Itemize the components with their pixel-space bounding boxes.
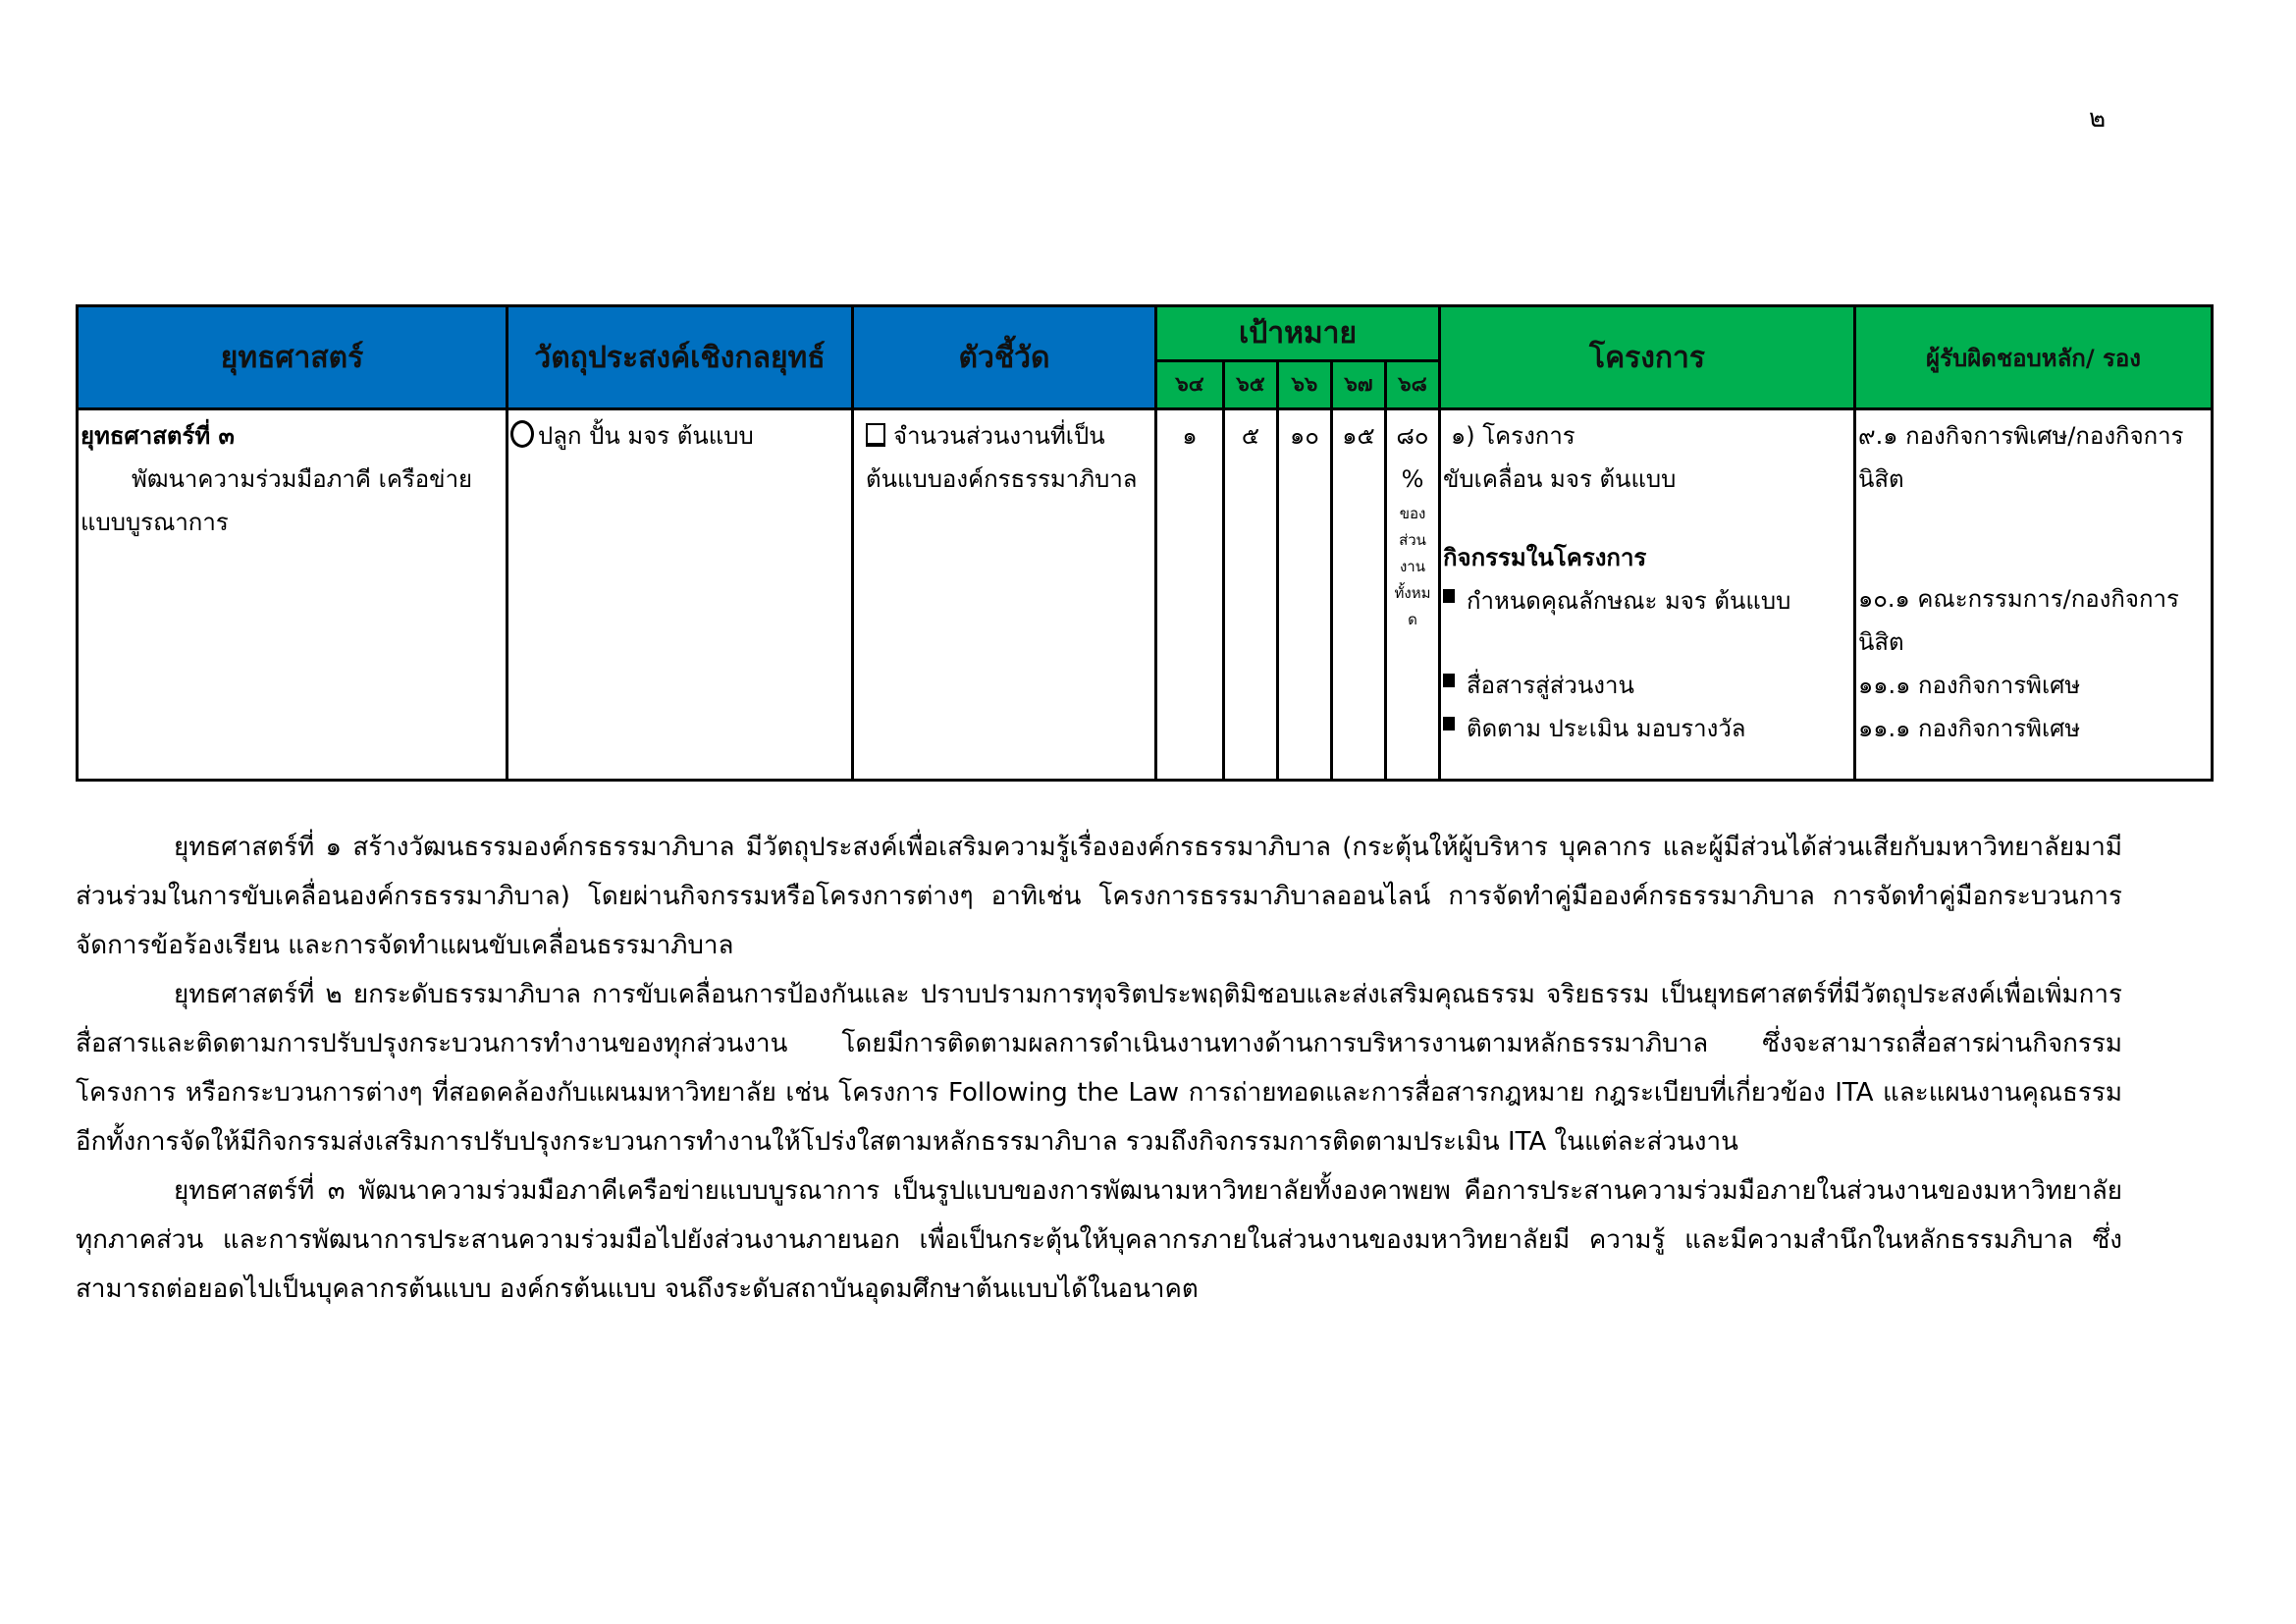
target-note-5: ด	[1408, 611, 1417, 628]
bullet-icon	[1443, 717, 1455, 731]
project-line2: ขับเคลื่อน มจร ต้นแบบ	[1443, 465, 1677, 493]
strategy-table	[76, 304, 2214, 782]
header-year-64: ๖๔	[1156, 360, 1224, 408]
body-text	[76, 823, 2122, 1314]
target-note-4: ทั้งหม	[1394, 584, 1431, 602]
table-row	[78, 409, 2213, 781]
header-strategy: ยุทธศาสตร์	[78, 306, 507, 409]
bullet-icon	[1443, 674, 1455, 687]
target-note-1: ของ	[1399, 505, 1426, 522]
strategy-title: ยุทธศาสตร์ที่ ๓	[80, 422, 235, 450]
activity-item	[1443, 579, 1851, 623]
cell-target-64	[1156, 409, 1224, 781]
cell-responsible	[1855, 409, 2213, 781]
table-header-row	[78, 306, 2213, 361]
activity-label: สื่อสารสู่ส่วนงาน	[1467, 672, 1634, 699]
activity-label: กำหนดคุณลักษณะ มจร ต้นแบบ	[1467, 587, 1791, 615]
responsible-activity-1-line2: นิสิต	[1858, 628, 1904, 656]
cell-strategy	[78, 409, 507, 781]
checkbox-icon	[866, 423, 885, 447]
target-unit: %	[1401, 465, 1424, 493]
responsible-activity-1-line1: ๑๐.๑ คณะกรรมการ/กองกิจการ	[1858, 585, 2179, 613]
objective-text: ปลูก ปั้น มจร ต้นแบบ	[538, 422, 754, 450]
cell-target-66	[1278, 409, 1332, 781]
target-value-68: ๘๐	[1396, 422, 1429, 450]
cell-project	[1440, 409, 1855, 781]
cell-indicator	[853, 409, 1156, 781]
header-year-65: ๖๕	[1224, 360, 1278, 408]
strategy-desc-line2: แบบบูรณาการ	[80, 509, 229, 536]
paragraph-strategy-1: ยุทธศาสตร์ที่ ๑ สร้างวัฒนธรรมองค์กรธรรมาภิบาล มีวัตถุประสงค์เพื่อเสริมความรู้เรื่ององค์กรธรรมาภิบาล (กระตุ้นให้ผู้บริหาร บุคลากร และผู้มีส่วนได้ส่วนเสียกับมหาวิทยาลัยมามีส่วนร่วมในการขับเคลื่อนองค์กรธรรมาภิบาล) โดยผ่านกิจกรรมหรือโครงการต่างๆ อาทิเช่น โครงการธรรมาภิบาลออนไลน์ การจัดทำคู่มือองค์กรธรรมาภิบาล การจัดทำคู่มือกระบวนการจัดการข้อร้องเรียน และการจัดทำแผนขับเคลื่อนธรรมาภิบาล	[76, 833, 2122, 960]
project-line1: ๑) โครงการ	[1451, 422, 1575, 450]
header-project: โครงการ	[1440, 306, 1855, 409]
strategy-desc-line1: พัฒนาความร่วมมือภาคี เครือข่าย	[132, 465, 473, 493]
header-target: เป้าหมาย	[1156, 306, 1440, 361]
target-value-64: ๑	[1182, 422, 1198, 450]
header-responsible: ผู้รับผิดชอบหลัก/ รอง	[1855, 306, 2213, 409]
target-note-2: ส่วน	[1399, 531, 1426, 549]
circle-icon	[510, 420, 534, 448]
paragraph-strategy-2: ยุทธศาสตร์ที่ ๒ ยกระดับธรรมาภิบาล การขับเคลื่อนการป้องกันและ ปราบปรามการทุจริตประพฤติมิชอบและส่งเสริมคุณธรรม จริยธรรม เป็นยุทธศาสตร์ที่มีวัตถุประสงค์เพื่อเพิ่มการสื่อสารและติดตามการปรับปรุงกระบวนการทำงานของทุกส่วนงาน โดยมีการติดตามผลการดำเนินงานทางด้านการบริหารงานตามหลักธรรมาภิบาล ซึ่งจะสามารถสื่อสารผ่านกิจกรรม โครงการ หรือกระบวนการต่างๆ ที่สอดคล้องกับแผนมหาวิทยาลัย เช่น โครงการ Following the Law การถ่ายทอดและการสื่อสารกฎหมาย กฎระเบียบที่เกี่ยวข้อง ITA และแผนงานคุณธรรม อีกทั้งการจัดให้มีกิจกรรมส่งเสริมการปรับปรุงกระบวนการทำงานให้โปร่งใสตามหลักธรรมาภิบาล รวมถึงกิจกรรมการติดตามประเมิน ITA ในแต่ละส่วนงาน	[76, 980, 2122, 1157]
activity-item	[1443, 664, 1851, 707]
cell-target-68	[1386, 409, 1440, 781]
bullet-icon	[1443, 589, 1455, 603]
header-indicator: ตัวชี้วัด	[853, 306, 1156, 409]
header-year-66: ๖๖	[1278, 360, 1332, 408]
activity-label: ติดตาม ประเมิน มอบรางวัล	[1467, 715, 1746, 742]
responsible-project-line1: ๙.๑ กองกิจการพิเศษ/กองกิจการ	[1858, 422, 2184, 450]
target-value-66: ๑๐	[1290, 422, 1319, 450]
header-year-68: ๖๘	[1386, 360, 1440, 408]
header-year-67: ๖๗	[1332, 360, 1386, 408]
paragraph-strategy-3: ยุทธศาสตร์ที่ ๓ พัฒนาความร่วมมือภาคีเครือข่ายแบบบูรณาการ เป็นรูปแบบของการพัฒนามหาวิทยาลัยทั้งองคาพยพ คือการประสานความร่วมมือภายในส่วนงานของมหาวิทยาลัยทุกภาคส่วน และการพัฒนาการประสานความร่วมมือไปยังส่วนงานภายนอก เพื่อเป็นกระตุ้นให้บุคลากรภายในส่วนงานของมหาวิทยาลัยมี ความรู้ และมีความสำนึกในหลักธรรมภิบาล ซึ่งสามารถต่อยอดไปเป็นบุคลากรต้นแบบ องค์กรต้นแบบ จนถึงระดับสถาบันอุดมศึกษาต้นแบบได้ในอนาคต	[76, 1176, 2122, 1304]
indicator-line1: จำนวนส่วนงานที่เป็น	[893, 422, 1105, 450]
target-note-3: งาน	[1399, 558, 1425, 575]
responsible-activity-3: ๑๑.๑ กองกิจการพิเศษ	[1858, 715, 2081, 742]
activities-heading: กิจกรรมในโครงการ	[1443, 544, 1647, 571]
indicator-line2: ต้นแบบองค์กรธรรมาภิบาล	[866, 465, 1138, 493]
page-number: ๒	[2089, 104, 2107, 134]
cell-target-65	[1224, 409, 1278, 781]
responsible-activity-2: ๑๑.๑ กองกิจการพิเศษ	[1858, 672, 2081, 699]
responsible-project-line2: นิสิต	[1858, 465, 1904, 493]
target-value-67: ๑๕	[1342, 422, 1375, 450]
header-objective: วัตถุประสงค์เชิงกลยุทธ์	[507, 306, 853, 409]
target-value-65: ๕	[1241, 422, 1260, 450]
cell-objective	[507, 409, 853, 781]
activity-item	[1443, 707, 1851, 750]
cell-target-67	[1332, 409, 1386, 781]
